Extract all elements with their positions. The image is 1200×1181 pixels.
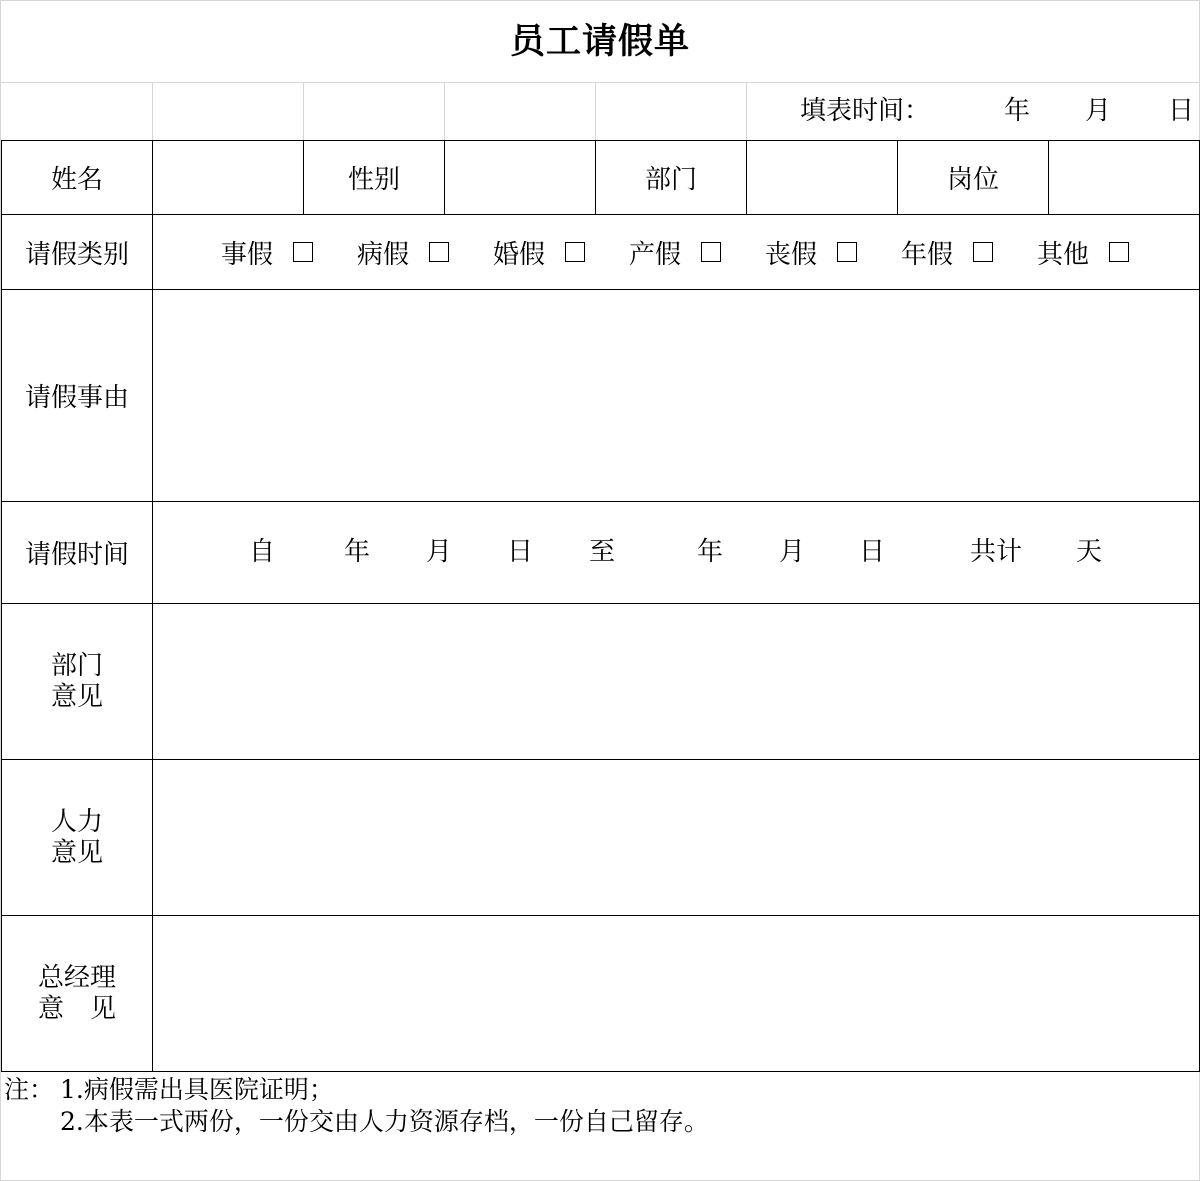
gridline (444, 82, 445, 140)
department-opinion-label (2, 604, 153, 760)
form-notes (4, 1074, 709, 1138)
checkbox-icon[interactable] (701, 242, 721, 262)
position-label: 岗位 (898, 141, 1049, 215)
fill-date-year-label: 年 (1004, 96, 1031, 126)
leave-type-option-bereavement[interactable] (765, 234, 901, 271)
label-line: 总经理 (37, 962, 116, 993)
leave-type-option-marriage[interactable] (493, 234, 629, 271)
label-line: 意见 (50, 837, 103, 868)
leave-time-from: 自 (249, 537, 276, 567)
department-label: 部门 (596, 141, 747, 215)
note-item: 1.病假需出具医院证明； (60, 1075, 334, 1104)
leave-type-option-label: 病假 (357, 239, 410, 270)
leave-time-total: 共计 (970, 537, 1023, 567)
leave-type-option-label: 事假 (221, 239, 274, 270)
leave-type-option-personal[interactable] (221, 234, 357, 271)
leave-time-from-day: 日 (507, 537, 534, 567)
leave-type-option-sick[interactable] (357, 234, 493, 271)
general-manager-opinion-field[interactable] (153, 916, 1200, 1072)
department-field[interactable] (747, 141, 898, 215)
leave-reason-field[interactable] (153, 290, 1200, 502)
gridline (303, 82, 304, 140)
name-label: 姓名 (2, 141, 153, 215)
leave-form-table (1, 140, 1200, 1072)
leave-type-option-label: 其他 (1037, 239, 1090, 270)
note-list (60, 1074, 709, 1138)
position-field[interactable] (1049, 141, 1200, 215)
checkbox-icon[interactable] (429, 242, 449, 262)
leave-type-option-label: 丧假 (765, 239, 818, 270)
checkbox-icon[interactable] (1109, 242, 1129, 262)
leave-time-from-year: 年 (344, 537, 371, 567)
general-manager-opinion-label (2, 916, 153, 1072)
gender-label: 性别 (304, 141, 445, 215)
gridline (595, 82, 596, 140)
gender-field[interactable] (445, 141, 596, 215)
leave-time-unit: 天 (1076, 537, 1103, 567)
checkbox-icon[interactable] (973, 242, 993, 262)
gridline (152, 82, 153, 140)
fill-date-label: 填表时间： (800, 96, 931, 126)
label-line: 人力 (50, 806, 103, 837)
leave-time-to-year: 年 (697, 537, 724, 567)
leave-type-option-maternity[interactable] (629, 234, 765, 271)
leave-type-option-annual[interactable] (901, 234, 1037, 271)
hr-opinion-field[interactable] (153, 760, 1200, 916)
leave-time-to-month: 月 (779, 537, 806, 567)
leave-type-option-other[interactable] (1037, 234, 1173, 271)
gridline (746, 82, 747, 140)
fill-date-month-label: 月 (1085, 96, 1112, 126)
leave-time-label: 请假时间 (2, 502, 153, 604)
checkbox-icon[interactable] (293, 242, 313, 262)
leave-time-to: 至 (589, 537, 616, 567)
form-title: 员工请假单 (509, 21, 690, 62)
fill-date-day-label: 日 (1168, 96, 1195, 126)
label-line: 部门 (50, 650, 103, 681)
checkbox-icon[interactable] (837, 242, 857, 262)
hr-opinion-label (2, 760, 153, 916)
leave-type-option-label: 年假 (901, 239, 954, 270)
label-line: 意 见 (37, 993, 116, 1024)
checkbox-icon[interactable] (565, 242, 585, 262)
leave-time-field[interactable] (153, 502, 1200, 604)
label-line: 意见 (50, 681, 103, 712)
name-field[interactable] (153, 141, 304, 215)
leave-type-options (153, 215, 1200, 290)
leave-time-from-month: 月 (426, 537, 453, 567)
leave-type-label: 请假类别 (2, 215, 153, 290)
leave-type-option-label: 产假 (629, 239, 682, 270)
leave-type-option-label: 婚假 (493, 239, 546, 270)
leave-time-to-day: 日 (859, 537, 886, 567)
note-item: 2.本表一式两份，一份交由人力资源存档，一份自己留存。 (60, 1107, 709, 1136)
leave-reason-label: 请假事由 (2, 290, 153, 502)
notes-prefix: 注： (4, 1075, 55, 1104)
department-opinion-field[interactable] (153, 604, 1200, 760)
